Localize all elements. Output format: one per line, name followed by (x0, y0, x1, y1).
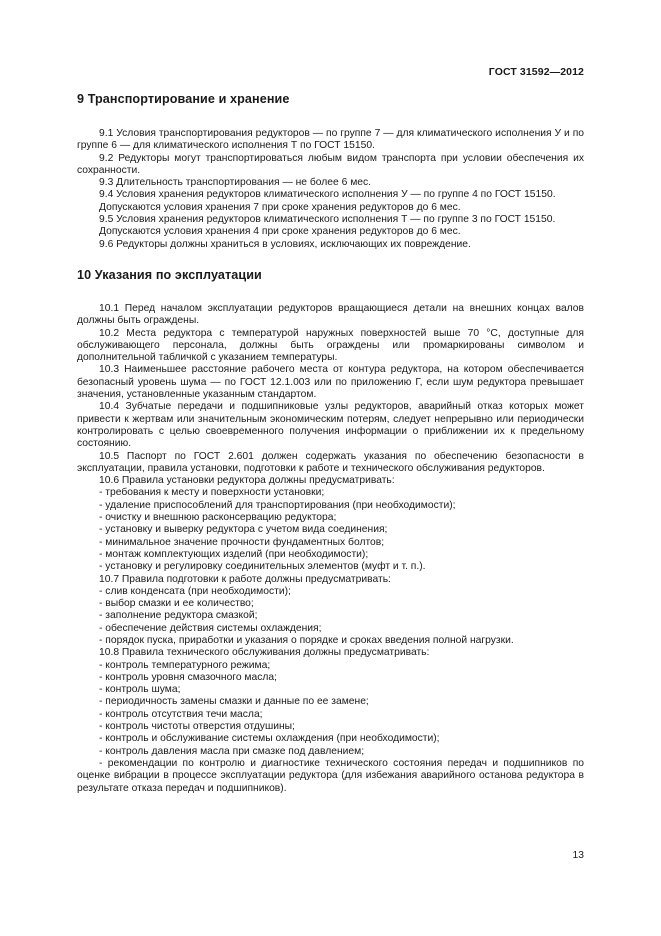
list-item: - удаление приспособлений для транспортирования (при необходимости); (99, 499, 456, 511)
document-code: ГОСТ 31592—2012 (488, 66, 584, 78)
paragraph-10-1: 10.1 Перед началом эксплуатации редукторов вращающиеся детали на внешних концах валов должны быть ограждены. (77, 302, 584, 327)
list-item: - заполнение редуктора смазкой; (99, 610, 258, 622)
paragraph-9-6: 9.6 Редукторы должны храниться в условиях, исключающих их повреждение. (99, 238, 471, 250)
paragraph-9-4-cont: Допускаются условия хранения 7 при сроке хранения редукторов до 6 мес. (99, 201, 461, 213)
list-item: - рекомендации по контролю и диагностике технического состояния передач и подшипников по оценке вибрации в процессе эксплуатации редуктора (для избежания аварийного останова редуктора в результате отказа передач и подшипников). (77, 757, 584, 794)
section-10-heading: 10 Указания по эксплуатации (77, 267, 262, 282)
list-item: - обеспечение действия системы охлаждения; (99, 622, 322, 634)
list-item: - требования к месту и поверхности установки; (99, 487, 325, 499)
paragraph-10-6: 10.6 Правила установки редуктора должны предусматривать: (99, 475, 395, 487)
list-item: - контроль шума; (99, 684, 181, 696)
paragraph-10-2: 10.2 Места редуктора с температурой наружных поверхностей выше 70 °С, доступные для обслуживающего персонала, должны быть ограждены или промаркированы символом и дополнительной табличкой с указанием температуры. (77, 327, 584, 364)
list-item: - очистку и внешнюю расконсервацию редуктора; (99, 512, 337, 524)
list-item: - контроль чистоты отверстия отдушины; (99, 721, 295, 733)
list-item: - установку и регулировку соединительных элементов (муфт и т. п.). (99, 561, 426, 573)
paragraph-9-1: 9.1 Условия транспортирования редукторов — по группе 7 — для климатического исполнения У и по группе 6 — для климатического исполнения Т по ГОСТ 15150. (77, 128, 584, 152)
section-10-body (77, 303, 584, 795)
paragraph-10-4: 10.4 Зубчатые передачи и подшипниковые узлы редукторов, аварийный отказ которых может привести к жертвам или значительным экономическим потерям, следует непрерывно или периодически контролировать с целью своевременного получения информации о приближении их к предельному состоянию. (77, 401, 584, 450)
list-item: - контроль давления масла при смазке под давлением; (99, 745, 365, 757)
paragraph-9-5-cont: Допускаются условия хранения 4 при сроке хранения редукторов до 6 мес. (99, 226, 461, 238)
paragraph-10-5: 10.5 Паспорт по ГОСТ 2.601 должен содержать указания по обеспечению безопасности в эксплуатации, правила установки, подготовки к работе и технического обслуживания редукторов. (77, 450, 584, 474)
list-item: - контроль уровня смазочного масла; (99, 671, 277, 683)
section-9-body (77, 128, 584, 251)
paragraph-9-2: 9.2 Редукторы могут транспортироваться любым видом транспорта при условии обеспечения их сохранности. (77, 152, 584, 176)
page-number: 13 (572, 850, 584, 861)
list-item: - контроль и обслуживание системы охлаждения (при необходимости); (99, 733, 440, 745)
list-item: - периодичность замены смазки и данные по ее замене; (99, 696, 369, 708)
section-9-heading: 9 Транспортирование и хранение (77, 92, 290, 106)
paragraph-9-4: 9.4 Условия хранения редукторов климатического исполнения У — по группе 4 по ГОСТ 15150. (99, 189, 556, 201)
list-item: - контроль температурного режима; (99, 659, 271, 671)
list-item: - порядок пуска, приработки и указания о порядке и сроках введения полной нагрузки. (99, 634, 514, 646)
paragraph-10-7: 10.7 Правила подготовки к работе должны предусматривать: (99, 573, 391, 585)
paragraph-9-5: 9.5 Условия хранения редукторов климатического исполнения Т — по группе 3 по ГОСТ 15150. (99, 214, 556, 226)
list-item: - минимальное значение прочности фундаментных болтов; (99, 536, 385, 548)
list-item: - монтаж комплектующих изделий (при необходимости); (99, 548, 369, 560)
paragraph-9-3: 9.3 Длительность транспортирования — не более 6 мес. (99, 177, 372, 189)
list-item: - установку и выверку редуктора с учетом вида соединения; (99, 524, 388, 536)
paragraph-10-3: 10.3 Наименьшее расстояние рабочего места от контура редуктора, на котором обеспечивается безопасный уровень шума — по ГОСТ 12.1.003 или по приложению Г, если шум редуктора превышает значения, установленные указанным стандартом. (77, 364, 584, 401)
page-content (77, 92, 584, 795)
paragraph-10-8: 10.8 Правила технического обслуживания должны предусматривать: (99, 647, 430, 659)
list-item: - слив конденсата (при необходимости); (99, 585, 291, 597)
list-item: - контроль отсутствия течи масла; (99, 708, 263, 720)
list-item: - выбор смазки и ее количество; (99, 598, 254, 610)
